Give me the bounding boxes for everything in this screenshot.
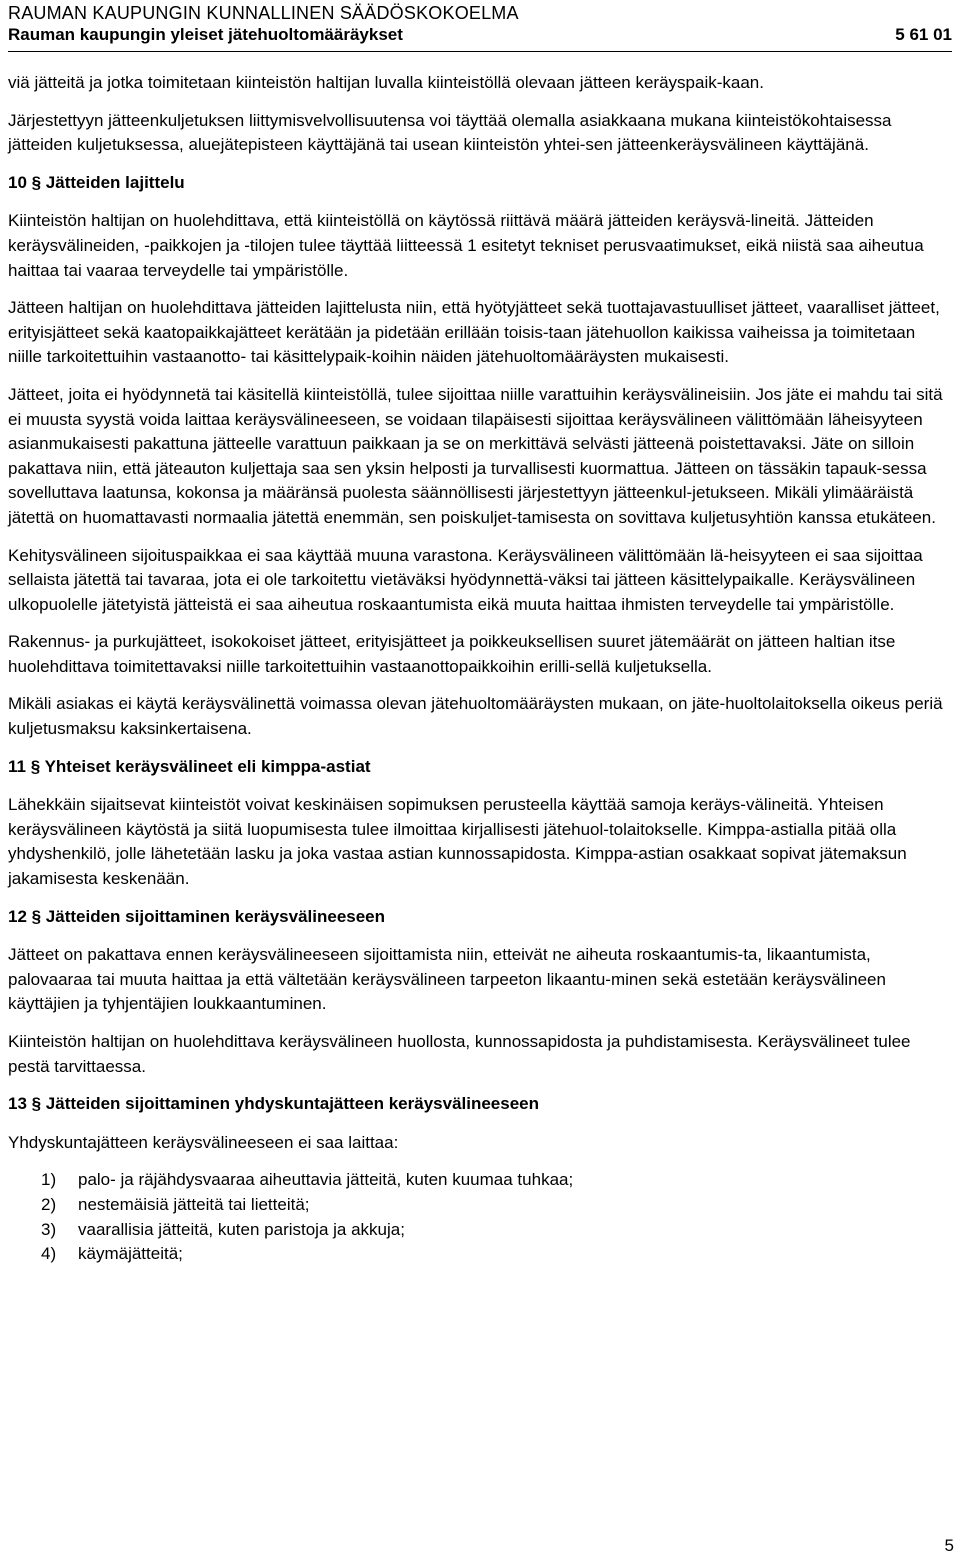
paragraph: viä jätteitä ja jotka toimitetaan kiinteistön haltijan luvalla kiinteistöllä olevaan jätteen keräyspaik-kaan.: [8, 73, 764, 92]
document-body: [8, 71, 952, 1267]
list-item-number: 3): [41, 1219, 57, 1239]
list-item: [41, 1242, 952, 1267]
paragraph: Kehitysvälineen sijoituspaikkaa ei saa käyttää muuna varastona. Keräysvälineen välittömään lä-heisyyteen ei saa sijoittaa sellaista jätettä tai tavaraa, jota ei ole tarkoitettu vietäväksi hyödynnettä-väksi tai jätteen käsittelypaikalle. Keräysvälineen ulkopuolelle jätetyistä jätteistä ei saa aiheutua roskaantumista eikä muuta haittaa ihmisten terveydelle tai ympäristölle.: [8, 545, 923, 614]
list-item-number: 1): [41, 1170, 57, 1190]
paragraph: Jätteen haltijan on huolehdittava jätteiden lajittelusta niin, että hyötyjätteet sekä tuottajavastuulliset jätteet, vaaralliset jätteet, erityisjätteet sekä kaatopaikkajätteet kerätään ja pidetään erillään toisis-taan jätehuollon kaikissa vaiheissa ja toimitetaan niille tarkoitettuihin vastaanotto- tai käsittelypaik-koihin näiden jätehuoltomääräysten mukaisesti.: [8, 298, 940, 367]
page-number: 5: [944, 1536, 954, 1555]
list-item-number: 4): [41, 1244, 57, 1264]
paragraph: Jätteet on pakattava ennen keräysvälineeseen sijoittamista niin, etteivät ne aiheuta roskaantumis-ta, likaantumista, palovaaraa tai muuta haittaa ja että vältetään keräysvälineen tarpeeton likaantu-minen sekä estetään keräysvälineen käyttäjien ja tyhjentäjien loukkaantuminen.: [8, 945, 886, 1014]
list-item-text: nestemäisiä jätteitä tai lietteitä;: [78, 1194, 310, 1214]
paragraph: Mikäli asiakas ei käytä keräysvälinettä voimassa olevan jätehuoltomääräysten mukaan, on jäte-huoltolaitoksella oikeus periä kuljetusmaksu kaksinkertaisena.: [8, 694, 943, 739]
list-item-number: 2): [41, 1194, 57, 1214]
list-intro: Yhdyskuntajätteen keräysvälineeseen ei saa laittaa:: [8, 1132, 399, 1152]
list-item-text: palo- ja räjähdysvaaraa aiheuttavia jätteitä, kuten kuumaa tuhkaa;: [78, 1170, 574, 1190]
paragraph: Kiinteistön haltijan on huolehdittava, että kiinteistöllä on käytössä riittävä määrä jätteiden keräysvä-lineitä. Jätteiden keräysvälineiden, -paikkojen ja -tilojen tulee täyttää liitteessä 1 esitetyt tekniset perusvaatimukset, eikä niistä saa aiheutua haittaa tai vaaraa terveydelle tai ympäristölle.: [8, 211, 924, 280]
document-header: [8, 2, 952, 46]
list-item: [41, 1168, 952, 1193]
list-item: [41, 1193, 952, 1218]
paragraph: Lähekkäin sijaitsevat kiinteistöt voivat keskinäisen sopimuksen perusteella käyttää samoja keräys-välineitä. Yhteisen keräysvälineen käytöstä ja siitä luopumisesta tulee ilmoittaa kirjallisesti jätehuol-tolaitokselle. Kimppa-astialla pitää olla yhdyshenkilö, jolle lähetetään lasku ja joka vastaa astian kunnossapidosta. Kimppa-astian osakkaat sopivat jätemaksun jakamisesta keskenään.: [8, 795, 907, 889]
prohibited-items-list: [8, 1168, 952, 1266]
header-title-row: [8, 24, 952, 46]
header-document-code: 5 61 01: [895, 25, 952, 44]
paragraph: Järjestettyyn jätteenkuljetuksen liittymisvelvollisuutensa voi täyttää olemalla asiakkaana mukana kiinteistökohtaisessa jätteiden kuljetuksessa, aluejätepisteen käyttäjänä tai usean kiinteistön yhtei-sen jätteenkeräysvälineen käyttäjänä.: [8, 110, 892, 155]
section-heading-13: 13 § Jätteiden sijoittaminen yhdyskuntajätteen keräysvälineeseen: [8, 1094, 540, 1114]
header-organization: RAUMAN KAUPUNGIN KUNNALLINEN SÄÄDÖSKOKOELMA: [8, 3, 519, 23]
list-item: [41, 1218, 952, 1243]
paragraph: Kiinteistön haltijan on huolehdittava keräysvälineen huollosta, kunnossapidosta ja puhdistamisesta. Keräysvälineet tulee pestä tarvittaessa.: [8, 1032, 911, 1076]
paragraph: Rakennus- ja purkujätteet, isokokoiset jätteet, erityisjätteet ja poikkeuksellisen suuret jätemäärät on jätteen haltian itse huolehdittava toimitettavaksi niille tarkoitettuihin vastaanottopaikkoihin erilli-sellä kuljetuksella.: [8, 632, 896, 676]
paragraph: Jätteet, joita ei hyödynnetä tai käsitellä kiinteistöllä, tulee sijoittaa niille varattuihin keräysvälineisiin. Jos jäte ei mahdu tai sitä ei muusta syystä voida laittaa keräysvälineeseen, se voidaan tilapäisesti sijoittaa keräysvälineen välittömään läheisyyteen asianmukaisesti pakattuna jätteelle varattuun paikkaan ja se on merkittävä selvästi jätteenä poistettavaksi. Jäte on silloin pakattava niin, että jäteauton kuljettaja saa sen yksin helposti ja turvallisesti kuormattua. Jätteen on tässäkin tapauk-sessa sovelluttava laatunsa, kokonsa ja määränsä puolesta säännöllisesti järjestettyyn jätteenkul-jetukseen. Mikäli ylimääräistä jätettä on huomattavasti normaalia jätettä enemmän, sen poiskuljet-tamisesta on sovittava kuljetusyhtiön kanssa etukäteen.: [8, 384, 943, 527]
section-heading-10: 10 § Jätteiden lajittelu: [8, 172, 185, 192]
header-document-title: Rauman kaupungin yleiset jätehuoltomääräykset: [8, 25, 403, 44]
list-item-text: käymäjätteitä;: [78, 1244, 183, 1264]
header-divider: [8, 51, 952, 52]
section-heading-11: 11 § Yhteiset keräysvälineet eli kimppa-astiat: [8, 756, 371, 776]
list-item-text: vaarallisia jätteitä, kuten paristoja ja akkuja;: [78, 1219, 405, 1239]
section-heading-12: 12 § Jätteiden sijoittaminen keräysvälineeseen: [8, 906, 386, 926]
